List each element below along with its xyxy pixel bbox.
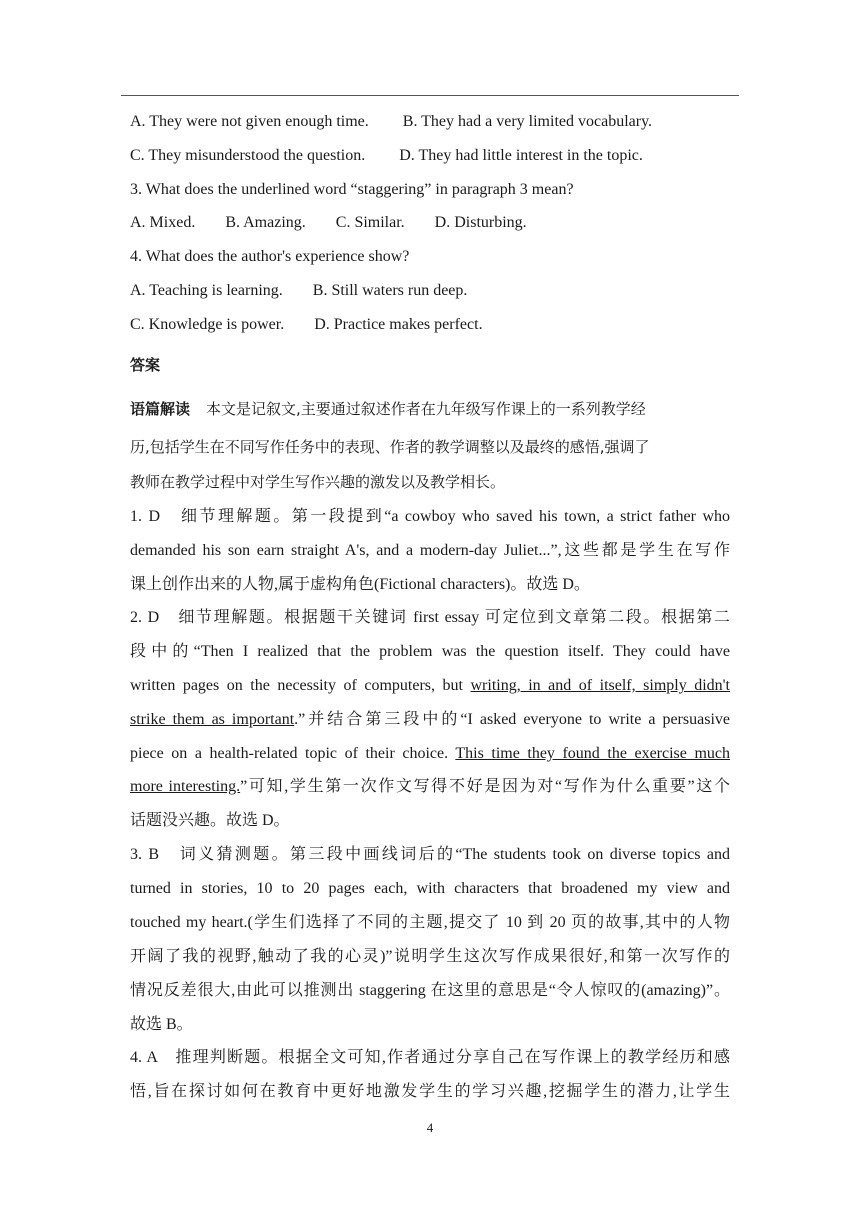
page-number: 4 bbox=[426, 1120, 434, 1135]
q4-options-row2 bbox=[130, 315, 483, 335]
underlined-evidence: strike them as important bbox=[130, 711, 295, 728]
underlined-evidence: This time they found the exercise much bbox=[455, 745, 730, 762]
underlined-evidence: more interesting. bbox=[130, 778, 241, 795]
q2-options-row1 bbox=[130, 112, 652, 132]
q3-option-c: C. Similar. bbox=[335, 214, 405, 231]
q2-options-row2 bbox=[130, 146, 643, 166]
answer-2-text: piece on a health-related topic of their choice. bbox=[130, 745, 456, 762]
q3-option-d: D. Disturbing. bbox=[434, 214, 527, 231]
answer-2-line-7: 话题没兴趣。故选 D。 bbox=[130, 812, 290, 829]
passage-text-1: 本文是记叙文,主要通过叙述作者在九年级写作课上的一系列教学经 bbox=[206, 400, 646, 418]
answer-2-text: .”并结合第三段中的“I asked everyone to write a persuasive bbox=[294, 711, 730, 728]
answer-3-line-6: 故选 B。 bbox=[130, 1016, 193, 1033]
q2-option-a: A. They were not given enough time. bbox=[130, 113, 369, 130]
answer-2-line-4 bbox=[130, 710, 730, 730]
q4-options-row1 bbox=[130, 281, 467, 301]
q4-option-a: A. Teaching is learning. bbox=[130, 282, 283, 299]
answer-1-line-3: 课上创作出来的人物,属于虚构角色(Fictional characters)。故选 D。 bbox=[130, 576, 590, 593]
answer-heading: 答案 bbox=[130, 356, 161, 374]
passage-line-1 bbox=[130, 399, 646, 420]
q4-option-c: C. Knowledge is power. bbox=[130, 316, 285, 333]
answer-2-line-5 bbox=[130, 744, 730, 764]
answer-3-line-4: 开阔了我的视野,触动了我的心灵)”说明学生这次写作成果很好,和第一次写作的 bbox=[130, 948, 730, 965]
answer-4-line-2: 悟,旨在探讨如何在教育中更好地激发学生的学习兴趣,挖掘学生的潜力,让学生 bbox=[130, 1083, 730, 1100]
header-rule bbox=[121, 95, 739, 96]
q2-option-b: B. They had a very limited vocabulary. bbox=[402, 113, 653, 130]
answer-2-text: written pages on the necessity of computers, but bbox=[130, 677, 471, 694]
answer-3-line-5: 情况反差很大,由此可以推测出 staggering 在这里的意思是“令人惊叹的(amazing)”。 bbox=[130, 982, 730, 999]
q2-option-d: D. They had little interest in the topic. bbox=[399, 147, 643, 164]
passage-label: 语篇解读 bbox=[130, 400, 191, 418]
answer-2-line-2: 段中的“Then I realized that the problem was the question itself. They could have bbox=[130, 643, 730, 660]
passage-line-3: 教师在教学过程中对学生写作兴趣的激发以及教学相长。 bbox=[130, 473, 506, 491]
answer-2-line-3 bbox=[130, 676, 730, 696]
q3-stem: 3. What does the underlined word “staggering” in paragraph 3 mean? bbox=[130, 181, 574, 198]
answer-2-line-1: 2. D 细节理解题。根据题干关键词 first essay 可定位到文章第二段。根据第二 bbox=[130, 609, 730, 626]
q4-option-b: B. Still waters run deep. bbox=[312, 282, 468, 299]
q3-option-a: A. Mixed. bbox=[130, 214, 196, 231]
answer-3-line-2: turned in stories, 10 to 20 pages each, with characters that broadened my view and bbox=[130, 880, 730, 897]
q3-options bbox=[130, 213, 527, 233]
answer-1-line-2: demanded his son earn straight A's, and a modern-day Juliet...”,这些都是学生在写作 bbox=[130, 542, 730, 559]
answer-2-line-6 bbox=[130, 777, 730, 797]
answer-3-line-3: touched my heart.(学生们选择了不同的主题,提交了 10 到 20 页的故事,其中的人物 bbox=[130, 914, 730, 931]
answer-1-line-1: 1. D 细节理解题。第一段提到“a cowboy who saved his town, a strict father who bbox=[130, 508, 730, 525]
passage-line-2: 历,包括学生在不同写作任务中的表现、作者的教学调整以及最终的感悟,强调了 bbox=[130, 438, 650, 456]
answer-4-line-1: 4. A 推理判断题。根据全文可知,作者通过分享自己在写作课上的教学经历和感 bbox=[130, 1049, 730, 1066]
q2-option-c: C. They misunderstood the question. bbox=[130, 147, 366, 164]
q4-stem: 4. What does the author's experience show? bbox=[130, 248, 410, 265]
answer-3-line-1: 3. B 词义猜测题。第三段中画线词后的“The students took on diverse topics and bbox=[130, 846, 730, 863]
q3-option-b: B. Amazing. bbox=[225, 214, 306, 231]
underlined-evidence: writing, in and of itself, simply didn't bbox=[470, 677, 730, 694]
q4-option-d: D. Practice makes perfect. bbox=[314, 316, 483, 333]
answer-2-text: ”可知,学生第一次作文写得不好是因为对“写作为什么重要”这个 bbox=[240, 778, 730, 795]
